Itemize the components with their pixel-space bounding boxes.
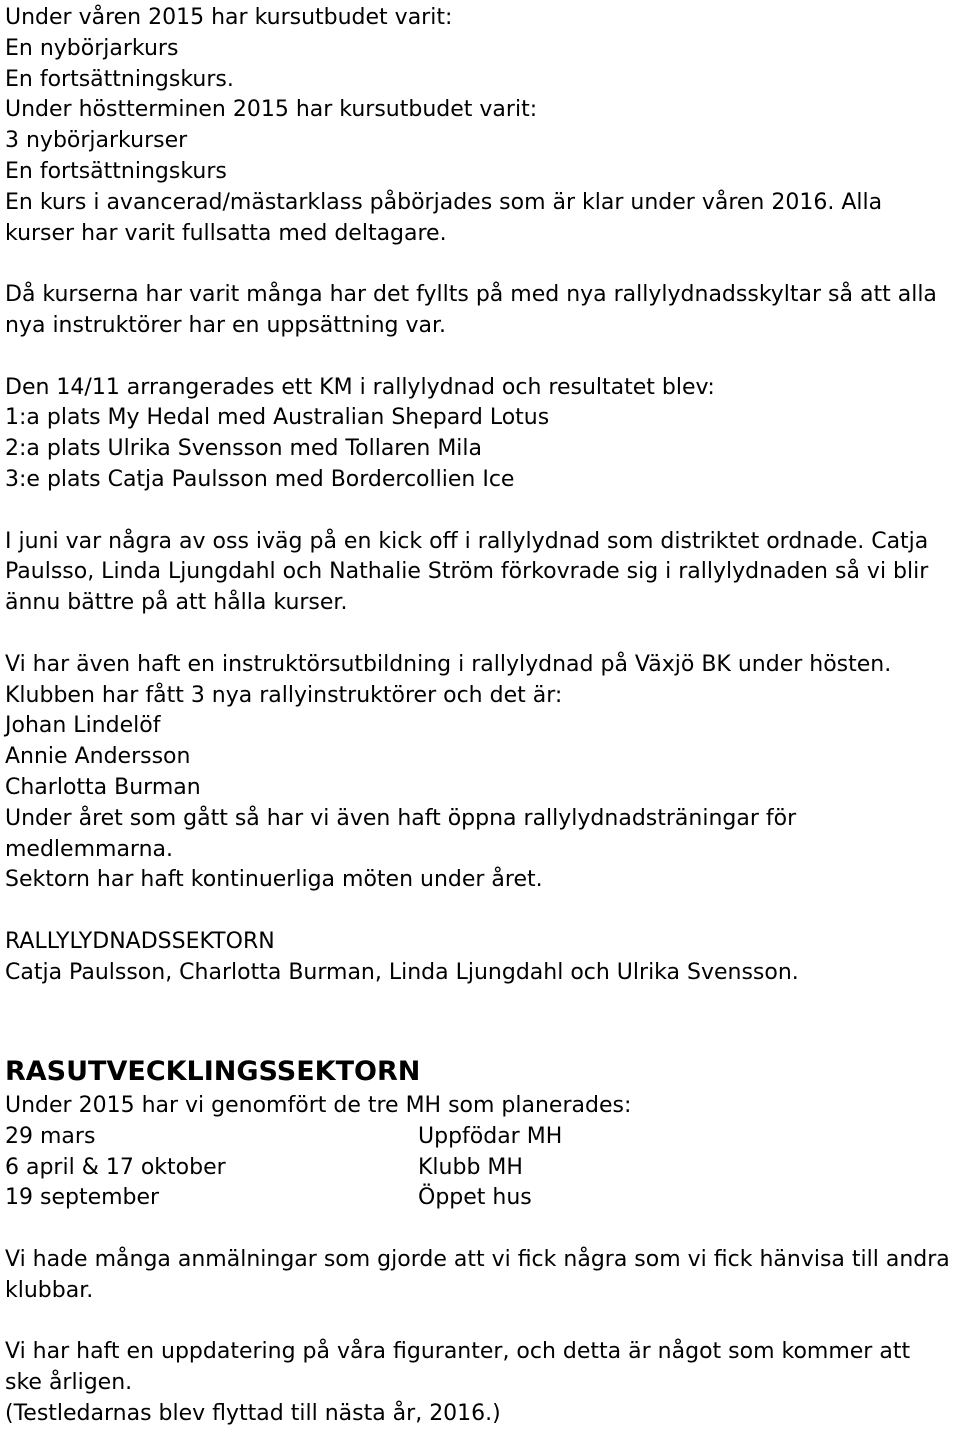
sector-signature — [5, 927, 960, 989]
figurant-update-paragraph — [5, 1337, 960, 1429]
mh-event-row — [5, 1183, 960, 1214]
text-line: En kurs i avancerad/mästarklass påbörjades som är klar under våren 2016. Alla — [5, 189, 883, 215]
text-line: 2:a plats Ulrika Svensson med Tollaren Mila — [5, 436, 483, 462]
registrations-paragraph — [5, 1245, 960, 1307]
text-line: Charlotta Burman — [5, 774, 201, 800]
mh-event-date: 29 mars — [5, 1123, 96, 1149]
spacer — [5, 1307, 960, 1338]
text-line: 3 nybörjarkurser — [5, 128, 188, 154]
text-line: klubbar. — [5, 1277, 94, 1303]
text-line: 3:e plats Catja Paulsson med Bordercollien Ice — [5, 466, 515, 492]
text-line: Under våren 2015 har kursutbudet varit: — [5, 5, 453, 30]
text-line: nya instruktörer har en uppsättning var. — [5, 312, 447, 338]
text-line: kurser har varit fullsatta med deltagare. — [5, 220, 447, 246]
mh-event-type: Öppet hus — [418, 1185, 532, 1211]
mh-event-date: 19 september — [5, 1185, 160, 1211]
text-line: Vi har haft en uppdatering på våra figuranter, och detta är något som kommer att — [5, 1339, 911, 1365]
text-line: En nybörjarkurs — [5, 35, 179, 61]
text-line: Vi hade många anmälningar som gjorde att vi fick några som vi fick hänvisa till andra — [5, 1247, 950, 1273]
spacer — [5, 496, 960, 527]
spacer — [5, 989, 960, 1051]
kick-off-paragraph — [5, 527, 960, 619]
text-line: Sektorn har haft kontinuerliga möten under året. — [5, 867, 543, 893]
text-line: Paulsso, Linda Ljungdahl och Nathalie Ström förkovrade sig i rallylydnaden så vi blir — [5, 559, 929, 585]
text-line: (Testledarnas blev flyttad till nästa år, 2016.) — [5, 1401, 501, 1427]
document-page — [5, 3, 960, 1430]
section-heading: RASUTVECKLINGSSEKTORN — [5, 1056, 421, 1088]
text-line: Under året som gått så har vi även haft öppna rallylydnadsträningar för — [5, 805, 797, 831]
instructor-training-paragraph — [5, 650, 960, 896]
text-line: Annie Andersson — [5, 744, 191, 770]
sector-name: RALLYLYDNADSSEKTORN — [5, 928, 275, 954]
text-line: Då kurserna har varit många har det fyllts på med nya rallylydnadsskyltar så att alla — [5, 282, 937, 308]
km-results-paragraph — [5, 373, 960, 496]
text-line: En fortsättningskurs — [5, 158, 227, 184]
spacer — [5, 619, 960, 650]
mh-events-list — [5, 1122, 960, 1214]
rasutveckling-section — [5, 1052, 960, 1430]
text-line: Under 2015 har vi genomfört de tre MH som planerades: — [5, 1093, 632, 1119]
text-line: I juni var några av oss iväg på en kick off i rallylydnad som distriktet ordnade. Catja — [5, 528, 929, 554]
text-line: Johan Lindelöf — [5, 713, 161, 739]
signs-paragraph — [5, 280, 960, 342]
text-line: ännu bättre på att hålla kurser. — [5, 590, 348, 616]
spacer — [5, 1214, 960, 1245]
text-line: En fortsättningskurs. — [5, 66, 234, 92]
spacer — [5, 342, 960, 373]
mh-event-row — [5, 1122, 960, 1153]
mh-event-type: Klubb MH — [418, 1154, 523, 1180]
mh-event-row — [5, 1153, 960, 1184]
text-line: Vi har även haft en instruktörsutbildning i rallylydnad på Växjö BK under hösten. — [5, 651, 892, 677]
spacer — [5, 249, 960, 280]
text-line: 1:a plats My Hedal med Australian Shepard Lotus — [5, 405, 550, 431]
mh-event-date: 6 april & 17 oktober — [5, 1154, 226, 1180]
text-line: Den 14/11 arrangerades ett KM i rallylydnad och resultatet blev: — [5, 374, 715, 400]
text-line: medlemmarna. — [5, 836, 173, 862]
text-line: ske årligen. — [5, 1370, 133, 1396]
text-line: Under höstterminen 2015 har kursutbudet varit: — [5, 97, 538, 123]
text-line: Klubben har fått 3 nya rallyinstruktörer och det är: — [5, 682, 563, 708]
sector-members: Catja Paulsson, Charlotta Burman, Linda Ljungdahl och Ulrika Svensson. — [5, 959, 799, 985]
course-offering-section — [5, 3, 960, 249]
mh-event-type: Uppfödar MH — [418, 1123, 563, 1149]
spacer — [5, 896, 960, 927]
